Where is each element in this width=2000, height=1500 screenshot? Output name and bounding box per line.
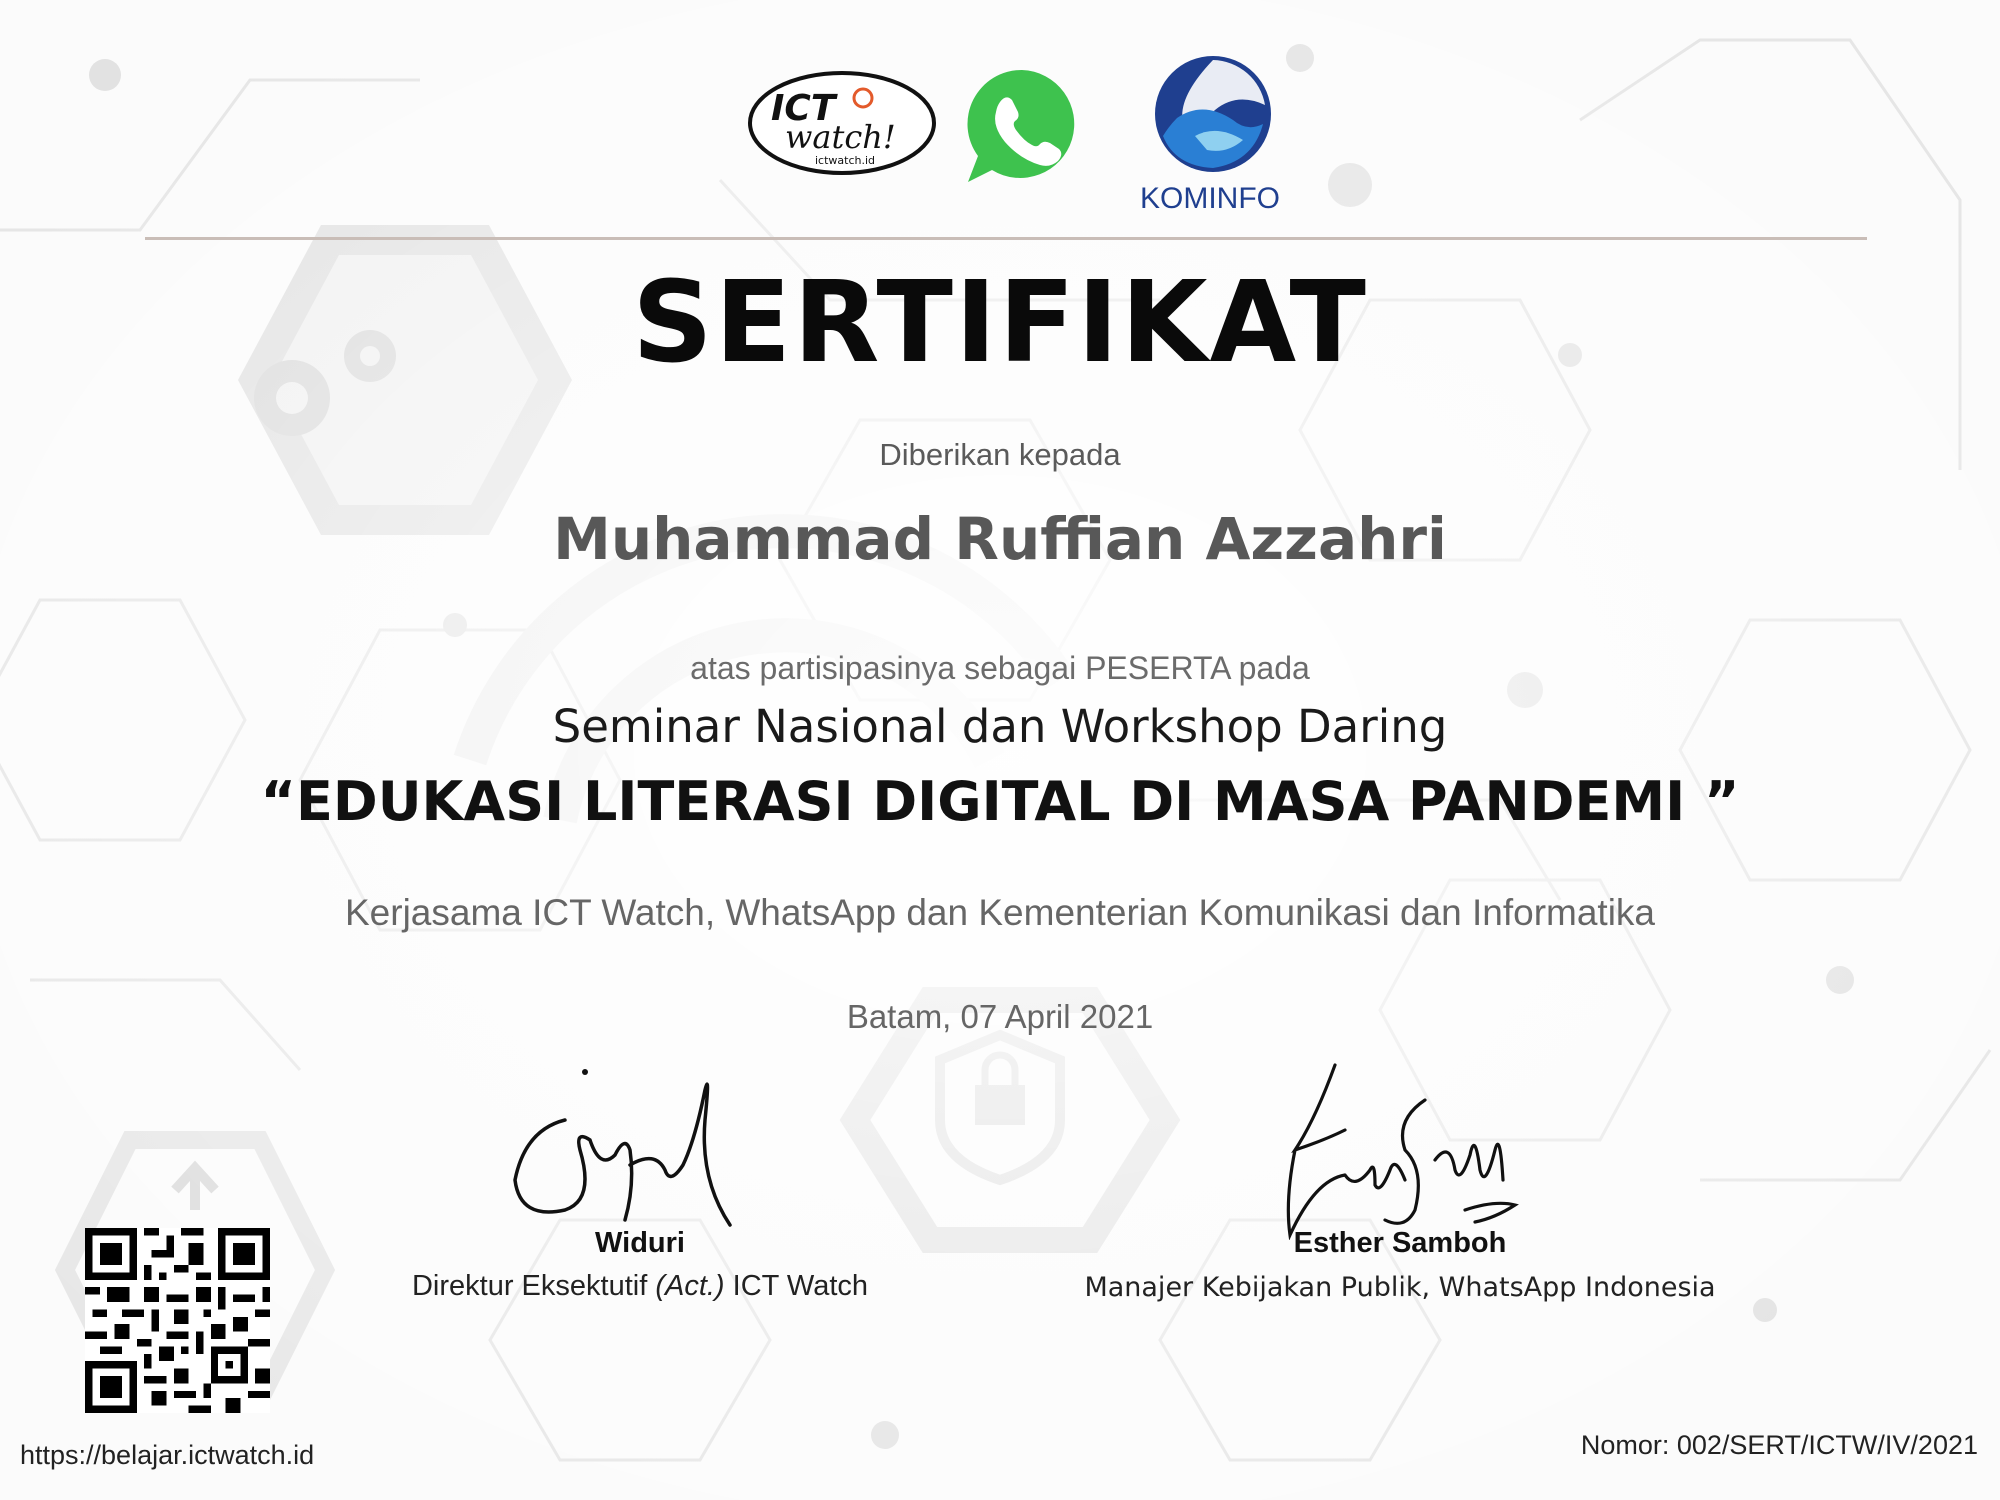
- event-theme: “EDUKASI LITERASI DIGITAL DI MASA PANDEMI ”: [260, 770, 1740, 833]
- ictwatch-logo: [745, 68, 940, 178]
- signature-esther: [1275, 1060, 1535, 1240]
- qr-code[interactable]: [85, 1228, 270, 1413]
- kominfo-logo-text: KOMINFO: [1140, 182, 1280, 215]
- signature-widuri: [505, 1060, 755, 1230]
- partner-logos: [740, 50, 1300, 220]
- ictwatch-logo-text-top: ICT: [771, 88, 836, 129]
- ictwatch-logo-domain: ictwatch.id: [815, 154, 876, 167]
- given-to-label: Diberikan kepada: [879, 437, 1121, 472]
- recipient-name: Muhammad Ruffian Azzahri: [553, 505, 1447, 573]
- signatory-role-suffix: ICT Watch: [724, 1270, 869, 1302]
- header-divider: [145, 237, 1867, 240]
- signatory-role: [340, 1270, 940, 1303]
- signatory-widuri: [340, 1227, 940, 1303]
- signatory-role: Manajer Kebijakan Publik, WhatsApp Indonesia: [1084, 1272, 1716, 1303]
- certificate-title: SERTIFIKAT: [632, 258, 1368, 388]
- place-date: Batam, 07 April 2021: [846, 998, 1154, 1035]
- signatory-role-prefix: Direktur Eksektutif: [411, 1270, 656, 1302]
- signatory-name: Widuri: [595, 1227, 685, 1259]
- participation-text: atas partisipasinya sebagai PESERTA pada: [690, 650, 1310, 686]
- event-name: Seminar Nasional dan Workshop Daring: [552, 700, 1448, 753]
- ictwatch-logo-text-script: watch!: [785, 118, 896, 156]
- kominfo-logo: [1125, 50, 1295, 215]
- signatory-esther: [1040, 1227, 1760, 1303]
- collaboration-text: Kerjasama ICT Watch, WhatsApp dan Kementerian Komunikasi dan Informatika: [345, 892, 1655, 933]
- whatsapp-icon: [960, 64, 1085, 189]
- signatory-role-italic: (Act.): [655, 1270, 725, 1302]
- certificate-number: Nomor: 002/SERT/ICTW/IV/2021: [1580, 1430, 1978, 1460]
- signatory-name: Esther Samboh: [1293, 1227, 1507, 1259]
- footer-url[interactable]: https://belajar.ictwatch.id: [20, 1440, 315, 1470]
